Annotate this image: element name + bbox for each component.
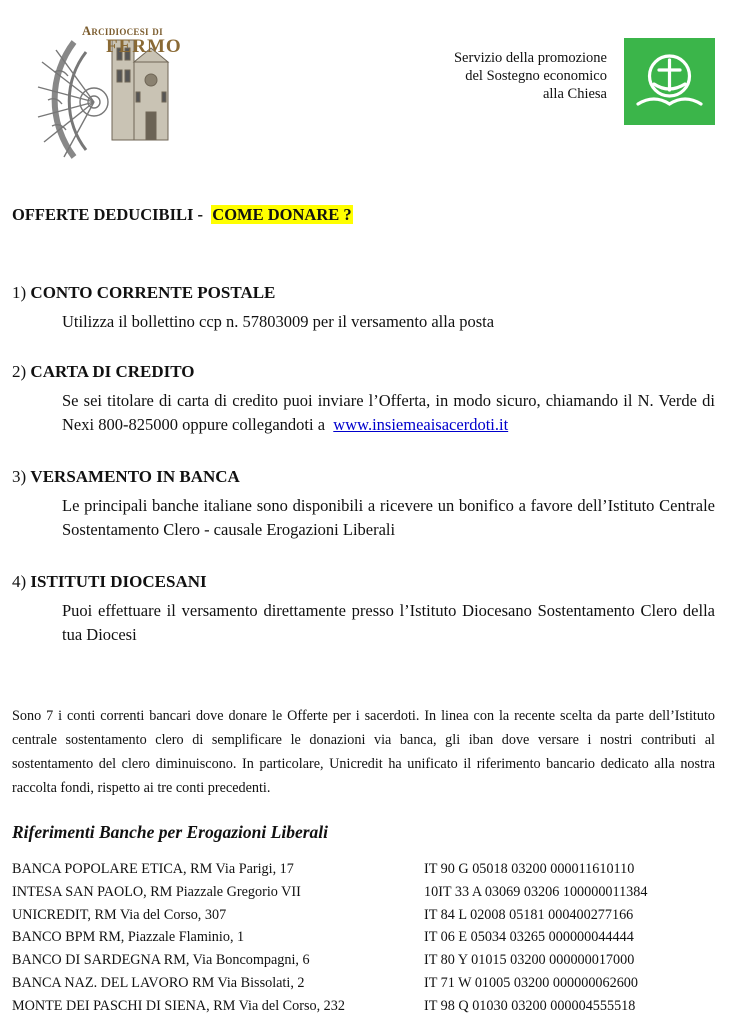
website-link[interactable]: www.insiemeaisacerdoti.it <box>333 415 509 434</box>
bank-name: MONTE DEI PASCHI DI SIENA, RM Via del Corso, 232 <box>12 997 345 1014</box>
bank-iban: 10IT 33 A 03069 03206 100000011384 <box>424 883 648 900</box>
section-heading-2 <box>12 362 195 382</box>
service-line: Servizio della promozione <box>453 50 607 66</box>
bank-name: UNICREDIT, RM Via del Corso, 307 <box>12 906 227 923</box>
section-body-1: Utilizza il bollettino ccp n. 57803009 per il versamento alla posta <box>62 312 495 331</box>
bank-iban: IT 71 W 01005 03200 000000062600 <box>424 974 638 991</box>
bank-row <box>12 998 722 1021</box>
section-body-2 <box>62 389 715 437</box>
bank-iban: IT 84 L 02008 05181 000400277166 <box>424 906 634 923</box>
section-title: CARTA DI CREDITO <box>30 362 195 381</box>
bank-list <box>12 861 722 1021</box>
section-heading-3 <box>12 467 240 487</box>
bank-name: BANCA NAZ. DEL LAVORO RM Via Bissolati, 2 <box>12 974 305 991</box>
logo-text-top: Arcidiocesi di <box>82 24 163 38</box>
title-prefix: OFFERTE DEDUCIBILI - <box>12 205 212 224</box>
bank-iban: IT 80 Y 01015 03200 000000017000 <box>424 952 635 969</box>
section-number: 4) <box>12 572 31 591</box>
bank-name: INTESA SAN PAOLO, RM Piazzale Gregorio VII <box>12 883 301 900</box>
bank-row <box>12 975 722 998</box>
bank-name: BANCA POPOLARE ETICA, RM Via Parigi, 17 <box>12 861 294 877</box>
service-title <box>454 49 607 103</box>
church-hands-icon <box>624 38 715 125</box>
section-number: 1) <box>12 283 31 302</box>
bank-row <box>12 907 722 930</box>
bank-row <box>12 861 722 884</box>
section-heading-1 <box>12 283 275 303</box>
logo-text-fermo: FERMO <box>106 36 182 57</box>
sostegno-logo <box>624 38 715 125</box>
section-number: 2) <box>12 362 31 381</box>
title-highlight: COME DONARE ? <box>212 205 352 224</box>
banks-heading: Riferimenti Banche per Erogazioni Liberali <box>12 822 328 842</box>
bank-iban: IT 06 E 05034 03265 000000044444 <box>424 929 634 946</box>
bank-row <box>12 929 722 952</box>
bank-row <box>12 952 722 975</box>
service-line: alla Chiesa <box>542 86 607 102</box>
info-paragraph: Sono 7 i conti correnti bancari dove donare le Offerte per i sacerdoti. In linea con la recente scelta da parte dell’Istituto centrale sostentamento clero di semplificare le donazioni via banca, gli iban dove versare i nostri contributi al sostentamento del clero diminuiscono. In particolare, Unicredit ha unificato il riferimento bancario dedicato alla nostra raccolta fondi, rispetto ai tre conti precedenti. <box>12 708 715 796</box>
bank-iban: IT 98 Q 01030 03200 000004555518 <box>424 997 636 1014</box>
section-number: 3) <box>12 467 31 486</box>
page-title <box>12 205 353 225</box>
bank-row <box>12 884 722 907</box>
section-title: CONTO CORRENTE POSTALE <box>30 283 276 302</box>
section-heading-4 <box>12 572 207 592</box>
bank-name: BANCO BPM RM, Piazzale Flaminio, 1 <box>12 929 245 946</box>
section-body-4: Puoi effettuare il versamento direttamente presso l’Istituto Diocesano Sostentamento Clero della tua Diocesi <box>62 601 715 644</box>
section-body-text: Se sei titolare di carta di credito puoi inviare l’Offerta, in modo sicuro, chiamando il N. Verde di Nexi 800-825000 oppure collegandoti a <box>62 391 715 434</box>
bank-iban: IT 90 G 05018 03200 000011610110 <box>424 861 635 877</box>
bank-name: BANCO DI SARDEGNA RM, Via Boncompagni, 6 <box>12 952 310 969</box>
section-body-3: Le principali banche italiane sono disponibili a ricevere un bonifico a favore dell’Istituto Centrale Sostentamento Clero - causale Erogazioni Liberali <box>62 496 715 539</box>
diocese-logo <box>34 22 199 167</box>
section-title: VERSAMENTO IN BANCA <box>30 467 240 486</box>
section-title: ISTITUTI DIOCESANI <box>30 572 207 591</box>
service-line: del Sostegno economico <box>465 68 607 84</box>
